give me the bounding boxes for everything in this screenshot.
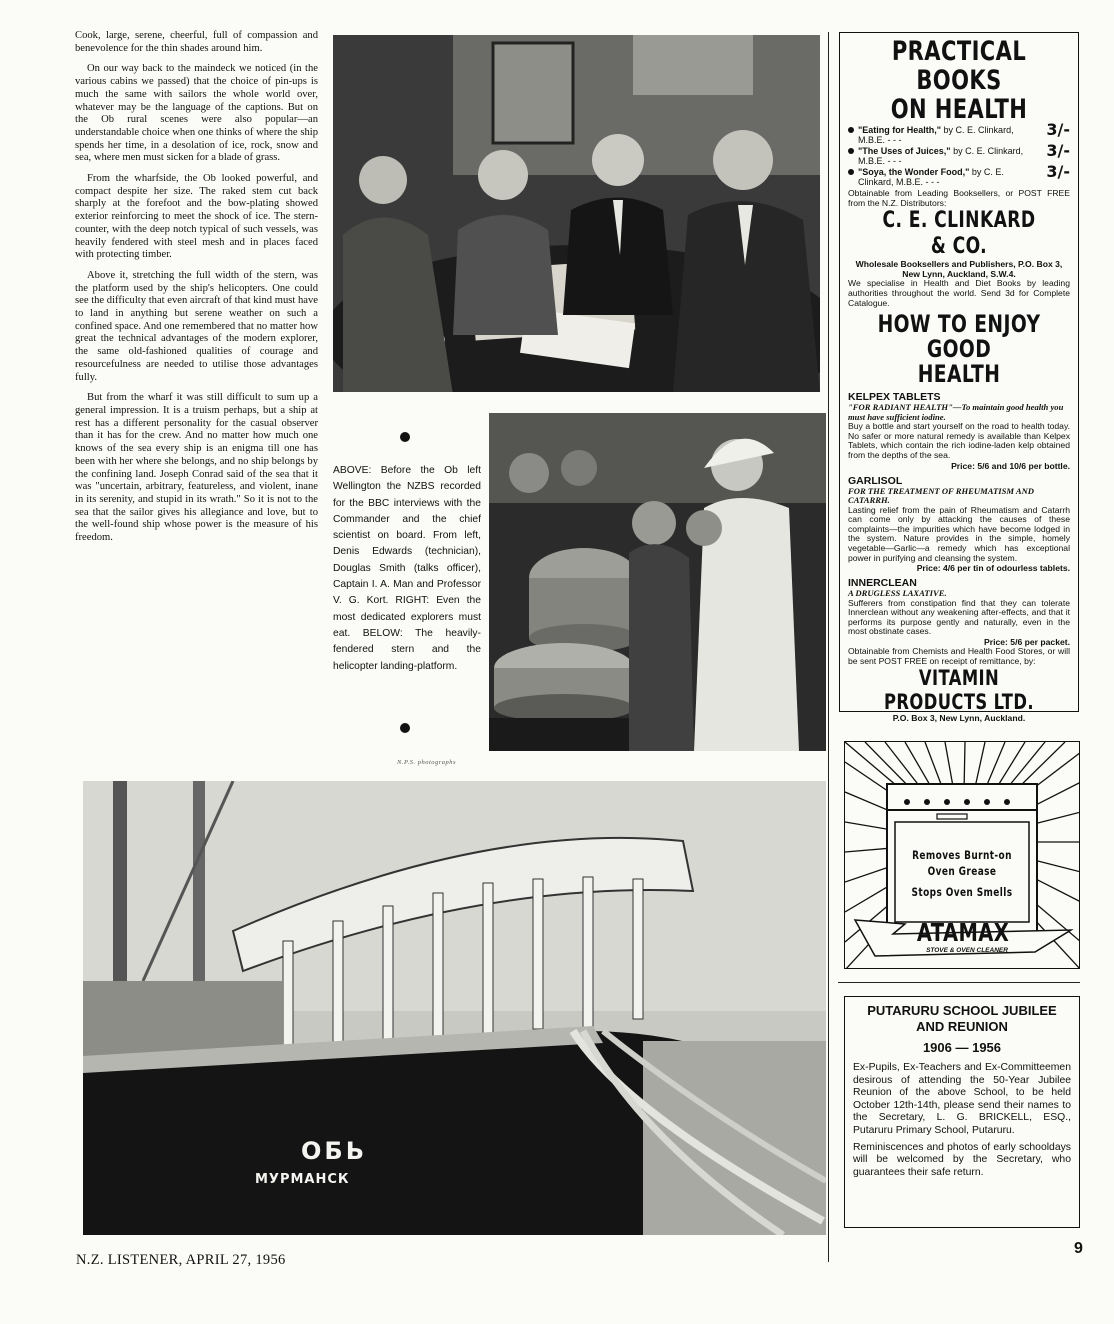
ad-divider	[838, 982, 1080, 983]
book-title: "Soya, the Wonder Food,"	[858, 167, 970, 177]
reunion-body: Reminiscences and photos of early schooldays will be welcomed by the Secretary, who guarantees their safe return.	[853, 1141, 1071, 1178]
health-books-ad	[839, 32, 1079, 724]
enjoy-title: HOW TO ENJOY GOOD	[877, 310, 1041, 364]
footer-magazine: N.Z. LISTENER, APRIL 27, 1956	[76, 1252, 286, 1268]
kelpex-subtitle: "FOR RADIANT HEALTH"—To maintain good health you must have sufficient iodine.	[848, 402, 1064, 422]
kelpex-price: Price: 5/6 and 10/6 per bottle.	[951, 460, 1070, 471]
column-divider	[828, 32, 829, 1262]
kelpex-title: KELPEX TABLETS	[848, 391, 941, 404]
school-reunion-ad	[844, 996, 1080, 1228]
book-price: 3/-	[1046, 162, 1070, 181]
vitamin-address: P.O. Box 3, New Lynn, Auckland.	[892, 713, 1026, 724]
innerclean-subtitle: A DRUGLESS LAXATIVE.	[848, 588, 947, 599]
bullet-icon	[848, 127, 854, 133]
article-paragraph: Above it, stretching the full width of the stern, was the platform used by the ship's helicopters. One could see the difficulty that even aircraft of that kind must have to land in anything but serene weather on such a confined space. And one remembered that no matter how great the technical advantages of the modern explorer, the same old-fashioned qualities of courage and resourcefulness are needed to utilise those advantages fully.	[75, 269, 318, 383]
bullet-icon	[400, 432, 410, 442]
garlisol-price: Price: 4/6 per tin of odourless tablets.	[916, 563, 1070, 574]
specialise-text: We specialise in Health and Diet Books by leading authorities throughout the world. Send 3d for Complete Catalogue.	[848, 278, 1070, 308]
atamax-line: Removes Burnt-on	[912, 848, 1012, 862]
book-title: "Eating for Health,"	[858, 125, 942, 135]
book-price: 3/-	[1046, 141, 1070, 160]
atamax-brand: ATAMAX	[916, 918, 1010, 947]
enjoy-title: HEALTH	[917, 360, 1001, 389]
ship-port: МУРМАНСК	[255, 1172, 350, 1187]
bullet-icon	[848, 169, 854, 175]
reunion-title: PUTARURU SCHOOL JUBILEE	[867, 1003, 1057, 1018]
innerclean-price: Price: 5/6 per packet.	[984, 636, 1070, 647]
garlisol-body: Lasting relief from the pain of Rheumatism and Catarrh can come only by attacking the causes of these complaints—the impurities which have become lodged in the system. Nature provides in the simple, homely vegetable—Garlic—a remedy which has exceptional power in purifying and cleansing the system.	[848, 504, 1070, 563]
ad-title: PRACTICAL BOOKS	[891, 36, 1027, 96]
interview-photo	[333, 35, 820, 392]
atamax-ad	[844, 741, 1080, 969]
page-number: 9	[1074, 1240, 1083, 1257]
ship-name: ОБЬ	[301, 1137, 367, 1165]
book-item	[848, 162, 1070, 187]
article-paragraph: But from the wharf it was still difficult to sum up a general impression. It is a truism perhaps, but a ship at rest has a different personality for the casual observer than it has for the crew. And no matter how much one knows of the sea every ship is an enigma till one has been with her where she belongs, and no ship belongs by the confining land. Joseph Conrad said of the sea that it was "uncertain, arbitrary, featureless, and violent, inane in its serenity, and stupid in its wrath." So it is not to the sea that the sailor gives his allegiance and love, but to the well-found ship whose power is the measure of his freedom.	[75, 392, 318, 544]
atamax-line: Oven Grease	[927, 864, 997, 878]
company-address: Wholesale Booksellers and Publishers, P.O. Box 3, New Lynn, Auckland, S.W.4.	[855, 259, 1063, 279]
obtainable-chemists: Obtainable from Chemists and Health Food Stores, or will be sent POST FREE on receipt of remittance, by:	[848, 645, 1070, 666]
book-author: by C. E. Clinkard, M.B.E. - - -	[858, 125, 1014, 145]
kelpex-body: Buy a bottle and start yourself on the road to health today. No safer or more natural remedy is available than Kelpex Tablets, which contain the rich iodine-laden kelp obtained from the depths of the sea.	[848, 421, 1070, 460]
reunion-years: 1906 — 1956	[922, 1040, 1002, 1055]
galley-photo	[489, 413, 826, 751]
book-item	[848, 141, 1070, 166]
book-item	[848, 120, 1070, 145]
bullet-icon	[400, 723, 410, 733]
ad-title: ON HEALTH	[890, 94, 1028, 125]
book-author: by C. E. Clinkard, M.B.E. - - -	[858, 146, 1024, 166]
ship-stern-photo	[83, 781, 826, 1235]
book-author: by C. E. Clinkard, M.B.E. - - -	[858, 167, 1004, 187]
article-paragraph: From the wharfside, the Ob looked powerful, and compact despite her size. The raked stem cut back sharply at the forefoot and the bow-plating showed exterior reinforcing to meet the shock of ice. The stern-counter, with the deep notch typical of such vessels, was heavily fendered with steel mesh and in places faced with protecting timber.	[75, 173, 318, 261]
company-name: C. E. CLINKARD & CO.	[882, 208, 1036, 260]
garlisol-subtitle: FOR THE TREATMENT OF RHEUMATISM AND CATARRH.	[848, 485, 1035, 506]
reunion-body: Ex-Pupils, Ex-Teachers and Ex-Committeemen desirous of attending the 50-Year Jubilee Reunion of the above School, to be held October 12th-14th, please send their names to the Secretary, L. G. BRICKELL, ESQ., Putaruru Primary School, Putaruru.	[853, 1062, 1071, 1136]
book-price: 3/-	[1046, 120, 1070, 139]
article-paragraph: On our way back to the maindeck we noticed (in the various cabins we passed) that the choice of pin-ups is much the same with sailors the whole world over, whatever may be the language of the captions. But on the Ob rural scenes were also popular—an understandable choice when one thinks of where the ship spends her time, in a desolation of ice, rock, snow and sea, where men must sicken for a blade of grass.	[75, 63, 318, 164]
article-text	[75, 30, 318, 553]
photo-caption: ABOVE: Before the Ob left Wellington the NZBS recorded for the BBC interviews with the Commander and the chief scientist on board. From left, Denis Edwards (technician), Douglas Smith (talks officer), Captain I. A. Man and Professor V. G. Kort. RIGHT: Even the most dedicated explorers must eat. BELOW: The heavily-fendered stern and the helicopter landing-platform.	[333, 465, 481, 672]
reunion-title: AND REUNION	[916, 1019, 1008, 1034]
bullet-icon	[848, 148, 854, 154]
atamax-tagline: STOVE & OVEN CLEANER	[926, 947, 1008, 954]
innerclean-title: INNERCLEAN	[848, 577, 917, 590]
vitamin-company: VITAMIN PRODUCTS LTD.	[884, 666, 1034, 715]
obtainable-text: Obtainable from Leading Booksellers, or POST FREE from the N.Z. Distributors:	[848, 188, 1070, 208]
article-paragraph: Cook, large, serene, cheerful, full of compassion and benevolence for the thin shades around him.	[75, 30, 318, 54]
innerclean-body: Sufferers from constipation find that they can tolerate Innerclean without any weakening after-effects, and that it performs its purpose gently and naturally, even in the most obstinate cases.	[848, 597, 1070, 637]
book-title: "The Uses of Juices,"	[858, 146, 951, 156]
atamax-line: Stops Oven Smells	[911, 885, 1013, 899]
photo-credit: N.P.S. photographs	[397, 759, 457, 766]
garlisol-title: GARLISOL	[848, 474, 903, 487]
